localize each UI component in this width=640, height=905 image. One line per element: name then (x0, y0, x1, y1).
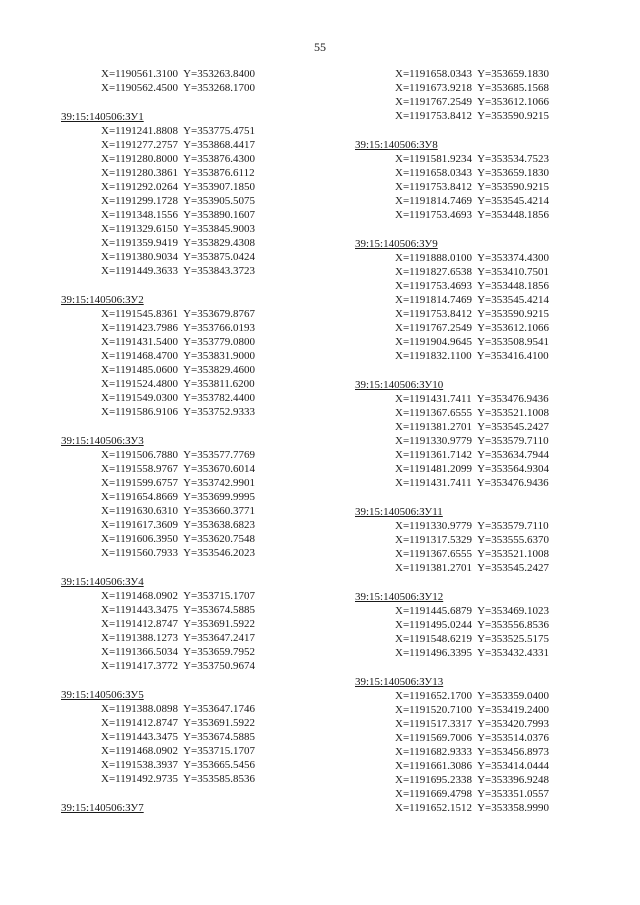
x-coordinate: X=1191449.3633 (101, 265, 178, 277)
y-coordinate: Y=353674.5885 (183, 604, 255, 616)
coordinate-row (355, 335, 640, 349)
coordinate-row (61, 180, 351, 194)
x-coordinate: X=1191417.3772 (101, 660, 178, 672)
parcel-heading: 39:15:140506:ЗУ4 (61, 576, 144, 588)
y-coordinate: Y=353843.3723 (183, 265, 255, 277)
y-coordinate: Y=353416.4100 (476, 350, 549, 362)
coordinate-row (61, 335, 351, 349)
x-coordinate: X=1191431.7411 (395, 477, 472, 489)
x-coordinate: X=1191652.1512 (395, 802, 472, 814)
x-coordinate: X=1191367.6555 (395, 548, 472, 560)
x-coordinate: X=1191669.4798 (395, 788, 472, 800)
y-coordinate: Y=353577.7769 (183, 449, 255, 461)
coordinate-row (61, 236, 351, 250)
x-coordinate: X=1191904.9645 (395, 336, 472, 348)
y-coordinate: Y=353782.4400 (183, 392, 255, 404)
y-coordinate: Y=353691.5922 (183, 618, 255, 630)
parcel-block (61, 434, 351, 560)
y-coordinate: Y=353545.2427 (477, 562, 549, 574)
y-coordinate: Y=353545.4214 (477, 294, 549, 306)
x-coordinate: X=1191359.9419 (101, 237, 178, 249)
x-coordinate: X=1191431.5400 (101, 336, 178, 348)
x-coordinate: X=1191492.9735 (101, 773, 178, 785)
parcel-heading: 39:15:140506:ЗУ9 (355, 238, 438, 250)
block-spacer (61, 95, 351, 110)
y-coordinate: Y=353670.6014 (183, 463, 255, 475)
y-coordinate: Y=353752.9333 (183, 406, 255, 418)
coordinate-row (355, 208, 640, 222)
block-spacer (355, 660, 640, 675)
y-coordinate: Y=353448.1856 (477, 280, 549, 292)
x-coordinate: X=1191586.9106 (101, 406, 178, 418)
coordinate-row (61, 730, 351, 744)
coordinate-row (355, 646, 640, 660)
coordinate-row (61, 702, 351, 716)
x-coordinate: X=1191814.7469 (395, 294, 472, 306)
coordinate-row (61, 81, 351, 95)
x-coordinate: X=1191630.6310 (101, 505, 178, 517)
x-coordinate: X=1191753.4693 (395, 280, 472, 292)
x-coordinate: X=1191468.0902 (101, 590, 178, 602)
coordinate-row (61, 758, 351, 772)
y-coordinate: Y=353638.6823 (183, 519, 255, 531)
coordinate-row (61, 307, 351, 321)
block-spacer (61, 560, 351, 575)
coordinate-row (355, 561, 640, 575)
block-spacer (61, 419, 351, 434)
x-coordinate: X=1191695.2338 (395, 774, 472, 786)
coordinate-row (61, 124, 351, 138)
coordinate-row (61, 462, 351, 476)
block-spacer (61, 673, 351, 688)
parcel-heading: 39:15:140506:ЗУ12 (355, 591, 444, 603)
x-coordinate: X=1191606.3950 (101, 533, 178, 545)
y-coordinate: Y=353432.4331 (477, 647, 549, 659)
x-coordinate: X=1191617.3609 (101, 519, 178, 531)
y-coordinate: Y=353351.0557 (477, 788, 549, 800)
x-coordinate: X=1191412.8747 (101, 717, 178, 729)
y-coordinate: Y=353659.7952 (183, 646, 255, 658)
x-coordinate: X=1191443.3475 (101, 731, 178, 743)
y-coordinate: Y=353456.8973 (477, 746, 549, 758)
y-coordinate: Y=353750.9674 (183, 660, 255, 672)
coordinate-row (355, 448, 640, 462)
y-coordinate: Y=353534.7523 (477, 153, 549, 165)
coordinate-row (355, 279, 640, 293)
parcel-block (61, 801, 351, 815)
coordinate-row (61, 645, 351, 659)
x-coordinate: X=1191652.1700 (395, 690, 472, 702)
coordinate-row (61, 631, 351, 645)
coordinate-row (355, 180, 640, 194)
coordinate-row (61, 391, 351, 405)
coordinate-row (61, 349, 351, 363)
x-coordinate: X=1191753.8412 (395, 308, 472, 320)
parcel-block (355, 378, 640, 490)
coordinate-row (355, 67, 640, 81)
y-coordinate: Y=353875.0424 (183, 251, 255, 263)
coordinate-row (355, 801, 640, 815)
parcel-heading: 39:15:140506:ЗУ1 (61, 111, 144, 123)
x-coordinate: X=1191445.6879 (395, 605, 472, 617)
x-coordinate: X=1191380.9034 (101, 251, 178, 263)
y-coordinate: Y=353476.9436 (476, 393, 549, 405)
x-coordinate: X=1191661.3086 (395, 760, 472, 772)
y-coordinate: Y=353775.4751 (183, 125, 255, 137)
x-coordinate: X=1191549.0300 (101, 392, 178, 404)
y-coordinate: Y=353448.1856 (477, 209, 549, 221)
x-coordinate: X=1191524.4800 (101, 378, 178, 390)
coordinate-row (61, 222, 351, 236)
coordinate-row (61, 476, 351, 490)
coordinate-row (355, 307, 640, 321)
y-coordinate: Y=353679.8767 (183, 308, 255, 320)
coordinate-row (355, 476, 640, 490)
y-coordinate: Y=353359.0400 (477, 690, 549, 702)
y-coordinate: Y=353579.7110 (477, 520, 549, 532)
parcel-block (61, 688, 351, 786)
y-coordinate: Y=353620.7548 (183, 533, 255, 545)
coordinate-row (61, 138, 351, 152)
coordinate-row (355, 519, 640, 533)
left-column (61, 67, 351, 815)
coordinate-row (355, 392, 640, 406)
y-coordinate: Y=353829.4308 (183, 237, 255, 249)
y-coordinate: Y=353634.7944 (477, 449, 549, 461)
x-coordinate: X=1191348.1556 (101, 209, 178, 221)
x-coordinate: X=1191548.6219 (395, 633, 472, 645)
y-coordinate: Y=353414.0444 (477, 760, 549, 772)
x-coordinate: X=1191888.0100 (395, 252, 472, 264)
y-coordinate: Y=353545.4214 (477, 195, 549, 207)
coordinate-row (61, 264, 351, 278)
coordinate-row (355, 81, 640, 95)
x-coordinate: X=1191330.9779 (395, 435, 472, 447)
coordinate-row (61, 194, 351, 208)
y-coordinate: Y=353907.1850 (183, 181, 255, 193)
right-column (355, 67, 640, 815)
coordinate-row (61, 532, 351, 546)
coordinate-row (355, 618, 640, 632)
x-coordinate: X=1191560.7933 (101, 547, 178, 559)
parcel-block (61, 575, 351, 673)
coordinate-row (61, 490, 351, 504)
y-coordinate: Y=353715.1707 (183, 590, 255, 602)
x-coordinate: X=1191485.0600 (101, 364, 178, 376)
y-coordinate: Y=353508.9541 (477, 336, 549, 348)
x-coordinate: X=1191381.2701 (395, 421, 472, 433)
parcel-heading: 39:15:140506:ЗУ2 (61, 294, 144, 306)
parcel-block (355, 237, 640, 363)
y-coordinate: Y=353612.1066 (477, 322, 549, 334)
y-coordinate: Y=353715.1707 (183, 745, 255, 757)
x-coordinate: X=1191412.8747 (101, 618, 178, 630)
y-coordinate: Y=353555.6370 (477, 534, 549, 546)
coordinate-row (61, 589, 351, 603)
y-coordinate: Y=353659.1830 (477, 167, 549, 179)
x-coordinate: X=1191241.8808 (101, 125, 178, 137)
y-coordinate: Y=353469.1023 (477, 605, 549, 617)
parcel-heading: 39:15:140506:ЗУ8 (355, 139, 438, 151)
x-coordinate: X=1191827.6538 (395, 266, 472, 278)
coordinate-row (61, 546, 351, 560)
parcel-block (61, 110, 351, 278)
block-spacer (61, 786, 351, 801)
parcel-block (355, 590, 640, 660)
coordinate-row (61, 716, 351, 730)
coordinate-row (355, 604, 640, 618)
coordinate-row (355, 533, 640, 547)
x-coordinate: X=1191388.1273 (101, 632, 178, 644)
parcel-heading: 39:15:140506:ЗУ7 (61, 802, 144, 814)
y-coordinate: Y=353699.9995 (183, 491, 255, 503)
y-coordinate: Y=353396.9248 (477, 774, 549, 786)
x-coordinate: X=1191388.0898 (101, 703, 178, 715)
x-coordinate: X=1191814.7469 (395, 195, 472, 207)
y-coordinate: Y=353647.2417 (183, 632, 255, 644)
y-coordinate: Y=353358.9990 (477, 802, 549, 814)
x-coordinate: X=1191317.5329 (395, 534, 472, 546)
x-coordinate: X=1191682.9333 (395, 746, 472, 758)
x-coordinate: X=1191366.5034 (101, 646, 178, 658)
coordinate-row (355, 547, 640, 561)
x-coordinate: X=1191558.9767 (101, 463, 178, 475)
y-coordinate: Y=353585.8536 (183, 773, 255, 785)
y-coordinate: Y=353263.8400 (183, 68, 255, 80)
x-coordinate: X=1191481.2099 (395, 463, 472, 475)
y-coordinate: Y=353905.5075 (183, 195, 255, 207)
x-coordinate: X=1191599.6757 (101, 477, 178, 489)
block-spacer (355, 575, 640, 590)
coordinate-row (355, 321, 640, 335)
coordinate-row (61, 405, 351, 419)
x-coordinate: X=1191569.7006 (395, 732, 472, 744)
y-coordinate: Y=353521.1008 (477, 548, 549, 560)
y-coordinate: Y=353876.4300 (183, 153, 255, 165)
x-coordinate: X=1191468.0902 (101, 745, 178, 757)
coordinate-row (355, 787, 640, 801)
x-coordinate: X=1191581.9234 (395, 153, 472, 165)
y-coordinate: Y=353590.9215 (477, 308, 549, 320)
coordinate-row (61, 744, 351, 758)
y-coordinate: Y=353779.0800 (183, 336, 255, 348)
y-coordinate: Y=353579.7110 (477, 435, 549, 447)
x-coordinate: X=1191431.7411 (395, 393, 472, 405)
y-coordinate: Y=353564.9304 (477, 463, 549, 475)
parcel-block (355, 138, 640, 222)
y-coordinate: Y=353691.5922 (183, 717, 255, 729)
x-coordinate: X=1191443.3475 (101, 604, 178, 616)
x-coordinate: X=1191517.3317 (395, 718, 472, 730)
x-coordinate: X=1191767.2549 (395, 96, 472, 108)
coordinate-row (61, 363, 351, 377)
x-coordinate: X=1191299.1728 (101, 195, 178, 207)
coordinate-row (355, 731, 640, 745)
coordinate-row (355, 434, 640, 448)
coordinate-row (355, 251, 640, 265)
coordinate-row (355, 293, 640, 307)
x-coordinate: X=1191495.0244 (395, 619, 472, 631)
coordinate-row (355, 109, 640, 123)
coordinate-row (355, 406, 640, 420)
y-coordinate: Y=353660.3771 (183, 505, 255, 517)
y-coordinate: Y=353514.0376 (477, 732, 549, 744)
x-coordinate: X=1191545.8361 (101, 308, 178, 320)
page-number: 55 (314, 40, 326, 54)
block-spacer (355, 363, 640, 378)
x-coordinate: X=1191538.3937 (101, 759, 178, 771)
parcel-heading: 39:15:140506:ЗУ11 (355, 506, 443, 518)
x-coordinate: X=1191832.1100 (395, 350, 472, 362)
coordinate-row (61, 377, 351, 391)
y-coordinate: Y=353420.7993 (477, 718, 549, 730)
y-coordinate: Y=353845.9003 (183, 223, 255, 235)
x-coordinate: X=1191280.8000 (101, 153, 178, 165)
coordinate-row (61, 250, 351, 264)
coordinate-row (61, 67, 351, 81)
y-coordinate: Y=353525.5175 (477, 633, 549, 645)
x-coordinate: X=1191658.0343 (395, 167, 472, 179)
x-coordinate: X=1191330.9779 (395, 520, 472, 532)
y-coordinate: Y=353545.2427 (477, 421, 549, 433)
x-coordinate: X=1191658.0343 (395, 68, 472, 80)
coordinate-row (61, 617, 351, 631)
x-coordinate: X=1191329.6150 (101, 223, 178, 235)
coordinate-row (61, 208, 351, 222)
coordinate-row (355, 759, 640, 773)
x-coordinate: X=1190562.4500 (101, 82, 178, 94)
y-coordinate: Y=353659.1830 (477, 68, 549, 80)
y-coordinate: Y=353268.1700 (183, 82, 255, 94)
coordinate-row (355, 632, 640, 646)
y-coordinate: Y=353521.1008 (477, 407, 549, 419)
coordinate-row (61, 603, 351, 617)
coordinate-row (61, 321, 351, 335)
y-coordinate: Y=353476.9436 (476, 477, 549, 489)
x-coordinate: X=1191753.8412 (395, 110, 472, 122)
coordinate-row (355, 152, 640, 166)
block-spacer (355, 222, 640, 237)
x-coordinate: X=1191277.2757 (101, 139, 178, 151)
x-coordinate: X=1191673.9218 (395, 82, 472, 94)
x-coordinate: X=1191361.7142 (395, 449, 472, 461)
coordinate-row (355, 95, 640, 109)
coordinate-row (355, 703, 640, 717)
x-coordinate: X=1191506.7880 (101, 449, 178, 461)
coordinate-row (355, 462, 640, 476)
y-coordinate: Y=353374.4300 (477, 252, 549, 264)
parcel-heading: 39:15:140506:ЗУ5 (61, 689, 144, 701)
y-coordinate: Y=353831.9000 (183, 350, 255, 362)
x-coordinate: X=1191767.2549 (395, 322, 472, 334)
y-coordinate: Y=353556.8536 (477, 619, 549, 631)
y-coordinate: Y=353647.1746 (183, 703, 255, 715)
coordinate-row (355, 420, 640, 434)
y-coordinate: Y=353665.5456 (183, 759, 255, 771)
y-coordinate: Y=353410.7501 (477, 266, 549, 278)
x-coordinate: X=1191468.4700 (101, 350, 178, 362)
parcel-heading: 39:15:140506:ЗУ13 (355, 676, 444, 688)
coordinate-row (355, 717, 640, 731)
coordinate-row (61, 166, 351, 180)
y-coordinate: Y=353876.6112 (183, 167, 255, 179)
x-coordinate: X=1191423.7986 (101, 322, 178, 334)
x-coordinate: X=1191381.2701 (395, 562, 472, 574)
y-coordinate: Y=353766.0193 (183, 322, 255, 334)
coordinate-row (355, 265, 640, 279)
parcel-block (61, 293, 351, 419)
parcel-heading: 39:15:140506:ЗУ3 (61, 435, 144, 447)
coordinate-row (61, 448, 351, 462)
block-spacer (61, 278, 351, 293)
y-coordinate: Y=353590.9215 (477, 181, 549, 193)
y-coordinate: Y=353612.1066 (477, 96, 549, 108)
block-spacer (355, 490, 640, 505)
coordinate-row (61, 518, 351, 532)
x-coordinate: X=1191753.8412 (395, 181, 472, 193)
x-coordinate: X=1191292.0264 (101, 181, 178, 193)
coordinate-row (355, 689, 640, 703)
coordinate-row (355, 349, 640, 363)
x-coordinate: X=1191280.3861 (101, 167, 178, 179)
block-spacer (355, 123, 640, 138)
y-coordinate: Y=353419.2400 (477, 704, 549, 716)
y-coordinate: Y=353742.9901 (183, 477, 255, 489)
y-coordinate: Y=353685.1568 (477, 82, 549, 94)
y-coordinate: Y=353868.4417 (183, 139, 255, 151)
coordinate-row (61, 504, 351, 518)
parcel-heading: 39:15:140506:ЗУ10 (355, 379, 444, 391)
x-coordinate: X=1191753.4693 (395, 209, 472, 221)
x-coordinate: X=1191520.7100 (395, 704, 472, 716)
y-coordinate: Y=353811.6200 (183, 378, 255, 390)
parcel-block (355, 505, 640, 575)
x-coordinate: X=1191367.6555 (395, 407, 472, 419)
coordinate-row (355, 194, 640, 208)
coordinate-row (355, 166, 640, 180)
coordinate-row (355, 745, 640, 759)
coordinate-row (61, 152, 351, 166)
x-coordinate: X=1191496.3395 (395, 647, 472, 659)
parcel-block (61, 67, 351, 95)
y-coordinate: Y=353674.5885 (183, 731, 255, 743)
coordinate-row (61, 772, 351, 786)
y-coordinate: Y=353546.2023 (183, 547, 255, 559)
parcel-block (355, 67, 640, 123)
y-coordinate: Y=353890.1607 (183, 209, 255, 221)
y-coordinate: Y=353590.9215 (477, 110, 549, 122)
coordinate-row (355, 773, 640, 787)
coordinate-row (61, 659, 351, 673)
y-coordinate: Y=353829.4600 (183, 364, 255, 376)
x-coordinate: X=1191654.8669 (101, 491, 178, 503)
parcel-block (355, 675, 640, 815)
x-coordinate: X=1190561.3100 (101, 68, 178, 80)
